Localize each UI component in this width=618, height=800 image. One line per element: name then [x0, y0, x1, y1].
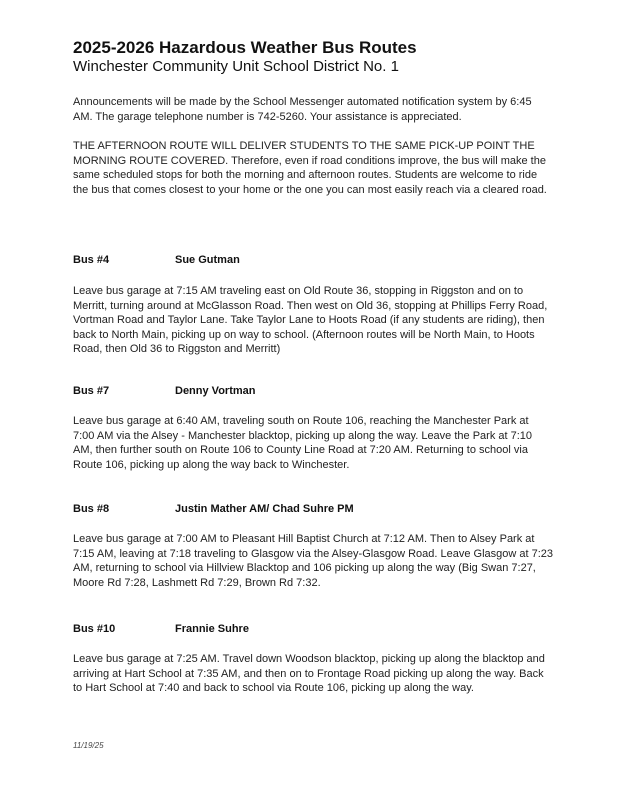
route-heading — [73, 385, 256, 397]
afternoon-notice-paragraph: THE AFTERNOON ROUTE WILL DELIVER STUDENTS TO THE SAME PICK-UP POINT THE MORNING ROUTE COVERED. Therefore, even if road conditions improve, the bus will make the same scheduled stops for both the morning and afternoon routes. Students are welcome to ride the bus that comes closest to your home or the one you can most easily reach via a cleared road. — [73, 140, 547, 196]
route-heading — [73, 254, 240, 266]
driver-name: Denny Vortman — [175, 385, 256, 397]
route-description: Leave bus garage at 7:25 AM. Travel down Woodson blacktop, picking up along the blacktop and arriving at Hart School at 7:35 AM, and then on to Frontage Road picking up along the way. Back to Hart School at 7:40 and back to school via Route 106, picking up along the way. — [73, 653, 545, 695]
bus-number: Bus #8 — [73, 503, 110, 515]
bus-number: Bus #10 — [73, 623, 116, 635]
route-heading — [73, 623, 249, 635]
driver-name: Frannie Suhre — [175, 623, 249, 635]
bus-number: Bus #7 — [73, 385, 110, 397]
route-heading — [73, 503, 354, 515]
driver-name: Sue Gutman — [175, 254, 240, 266]
footer-date: 11/19/25 — [73, 741, 104, 750]
announcement-paragraph: Announcements will be made by the School Messenger automated notification system by 6:45 AM. The garage telephone number is 742-5260. Your assistance is appreciated. — [73, 96, 532, 123]
route-description: Leave bus garage at 7:00 AM to Pleasant Hill Baptist Church at 7:12 AM. Then to Alsey Park at 7:15 AM, leaving at 7:18 traveling to Glasgow via the Alsey-Glasgow Road. Leave Glasgow at 7:23 AM, returning to school via Hillview Blacktop and 106 picking up along the way (Big Swan 7:27, Moore Rd 7:28, Lashmett Rd 7:29, Brown Rd 7:32. — [73, 533, 553, 589]
document-title: 2025-2026 Hazardous Weather Bus Routes — [73, 38, 417, 57]
document-subtitle: Winchester Community Unit School District No. 1 — [73, 58, 399, 75]
bus-number: Bus #4 — [73, 254, 110, 266]
route-description: Leave bus garage at 7:15 AM traveling east on Old Route 36, stopping in Riggston and on to Merritt, turning around at McGlasson Road. Then west on Old 36, stopping at Phillips Ferry Road, Vortman Road and Taylor Lane. Take Taylor Lane to Hoots Road (if any students are riding), then back to North Main, picking up on way to school. (Afternoon routes will be North Main, to Hoots Road, then Old 36 to Riggston and Merritt) — [73, 285, 548, 356]
driver-name: Justin Mather AM/ Chad Suhre PM — [175, 503, 354, 515]
route-description: Leave bus garage at 6:40 AM, traveling south on Route 106, reaching the Manchester Park at 7:00 AM via the Alsey - Manchester blacktop, picking up along the way. Leave the Park at 7:10 AM, then further south on Route 106 to County Line Road at 7:20 AM. Returning to school via Route 106, picking up along the way back to Winchester. — [73, 415, 533, 471]
